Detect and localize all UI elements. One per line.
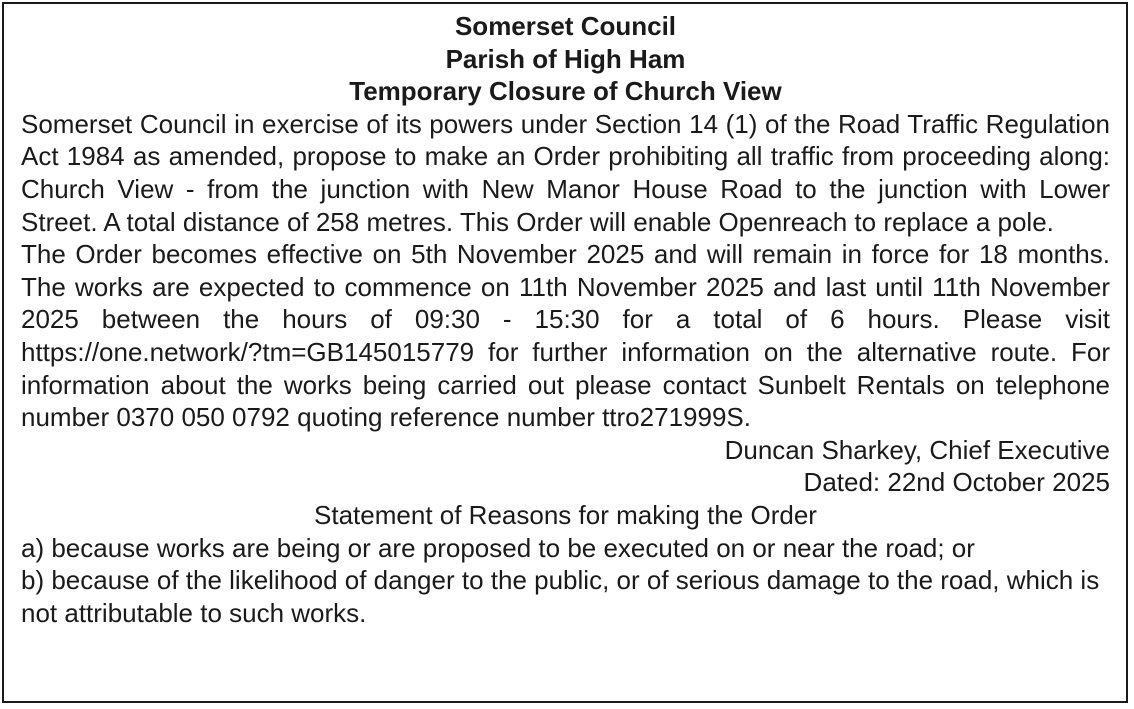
reason-a: a) because works are being or are proposed to be executed on or near the road; or — [21, 532, 975, 563]
reason-b: b) because of the likelihood of danger to the public, or of serious damage to the road, which is not attributable to such works. — [21, 565, 1100, 628]
reasons-title: Statement of Reasons for making the Order — [314, 499, 817, 530]
notice-signatory: Duncan Sharkey, Chief Executive — [724, 434, 1110, 465]
notice-paragraph-details: The Order becomes effective on 5th November 2025 and will remain in force for 18 months. The works are expected to commence on 11th November 2025 and last until 11th November 2025 between the hours of 09:30 - 15:30 for a total of 6 hours. Please visit https://one.network/?tm=GB145015779 for further information on the alternative route. For information about the works being carried out please contact Sunbelt Rentals on telephone number 0370 050 0792 quoting reference number ttro271999S. — [21, 239, 1110, 433]
notice-dated: Dated: 22nd October 2025 — [803, 467, 1110, 498]
notice-parish-heading: Parish of High Ham — [445, 43, 686, 74]
public-notice — [2, 2, 1128, 703]
notice-title-heading: Temporary Closure of Church View — [349, 76, 782, 107]
notice-paragraph-order: Somerset Council in exercise of its powers under Section 14 (1) of the Road Traffic Regulation Act 1984 as amended, propose to make an Order prohibiting all traffic from proceeding along: Church View - from the junction with New Manor House Road to the junction with Lower Street. A total distance of 258 metres. This Order will enable Openreach to replace a pole. — [21, 108, 1110, 237]
notice-council-heading: Somerset Council — [454, 11, 677, 41]
